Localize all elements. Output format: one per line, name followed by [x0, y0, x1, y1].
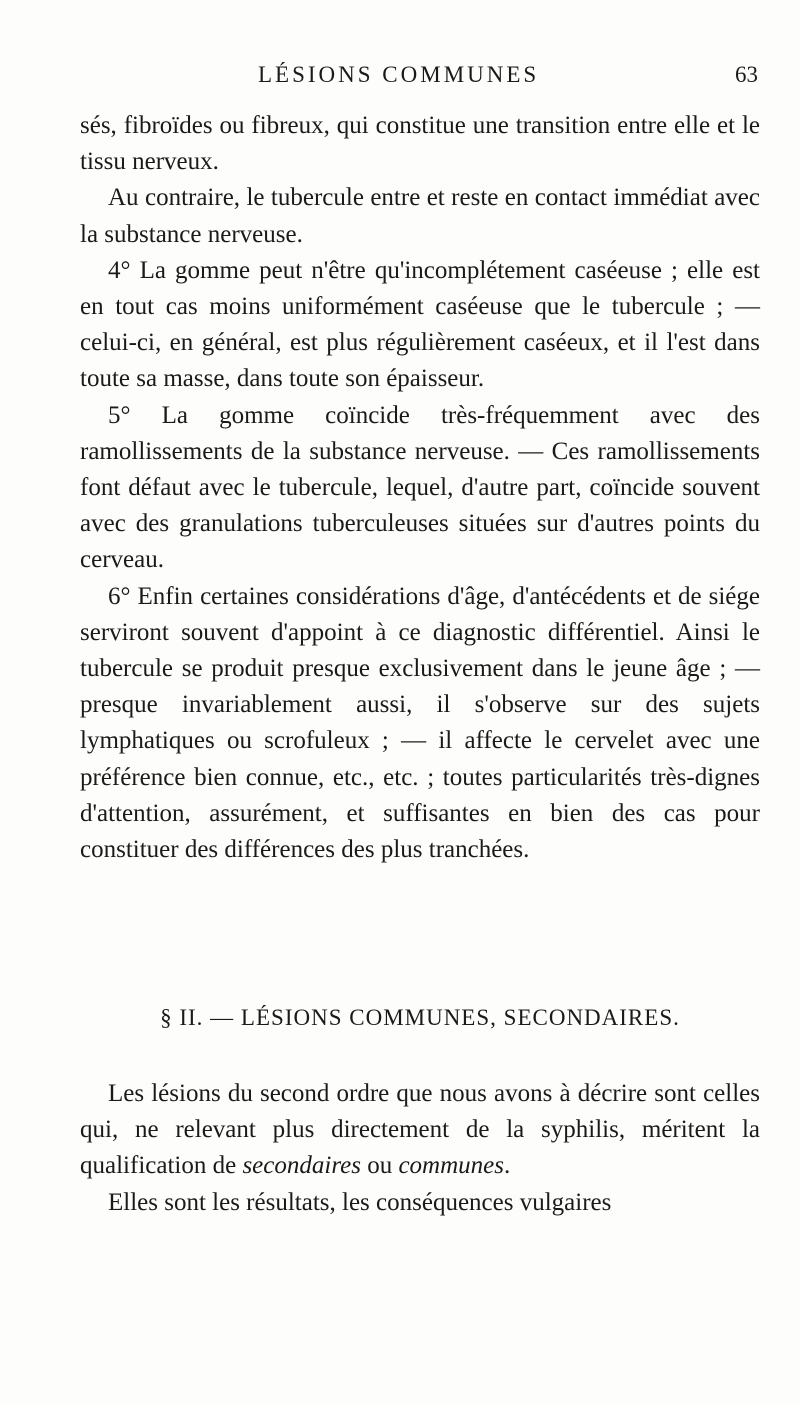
italic-term-communes: communes: [398, 1152, 504, 1180]
running-title: LÉSIONS COMMUNES: [258, 62, 540, 87]
text-run: .: [503, 1152, 511, 1180]
page-number: 63: [735, 62, 758, 87]
paragraph-intro: [80, 1076, 760, 1185]
body-text-lower: [80, 1076, 760, 1221]
paragraph: Elles sont les résultats, les conséquences vulgaires: [108, 1188, 612, 1216]
body-text-upper: [80, 108, 760, 868]
text-run: ou: [360, 1152, 399, 1180]
paragraph-point-6: 6° Enfin certaines considérations d'âge, d'antécédents et de siége serviront souvent d'appoint à ce diagnostic différentiel. Ainsi le tubercule se produit presque exclusivement dans le jeune âge ; — presque invariablement aussi, il s'observe sur des sujets lymphatiques ou scrofuleux ; — il affecte le cervelet avec une préférence bien connue, etc., etc. ; toutes particularités très-dignes d'attention, assurément, et suffisantes en bien des cas pour constituer des différences des plus tranchées.: [80, 582, 760, 864]
paragraph-point-5: 5° La gomme coïncide très-fréquemment avec des ramollissements de la substance nerveuse. — Ces ramollissements font défaut avec le tubercule, lequel, d'autre part, coïncide souvent avec des granulations tuberculeuses situées sur d'autres points du cerveau.: [80, 401, 760, 574]
paragraph-continuation: sés, fibroïdes ou fibreux, qui constitue une transition entre elle et le tissu nerveux.: [80, 112, 760, 176]
text-run: Les lésions du second ordre que nous avons à décrire sont celles qui, ne relevant plus directement de la syphilis, méritent la qualification de: [80, 1080, 760, 1180]
section-heading: § II. — LÉSIONS COMMUNES, SECONDAIRES.: [160, 1005, 680, 1030]
paragraph-point-4: 4° La gomme peut n'être qu'incomplétement caséeuse ; elle est en tout cas moins uniformément caséeuse que le tubercule ; — celui-ci, en général, est plus régulièrement caséeux, et il l'est dans toute sa masse, dans toute son épaisseur.: [80, 256, 760, 393]
italic-term-secondaires: secondaires: [242, 1152, 361, 1180]
page-header: [258, 62, 758, 92]
paragraph: Au contraire, le tubercule entre et reste en contact immédiat avec la substance nerveuse.: [80, 184, 760, 248]
